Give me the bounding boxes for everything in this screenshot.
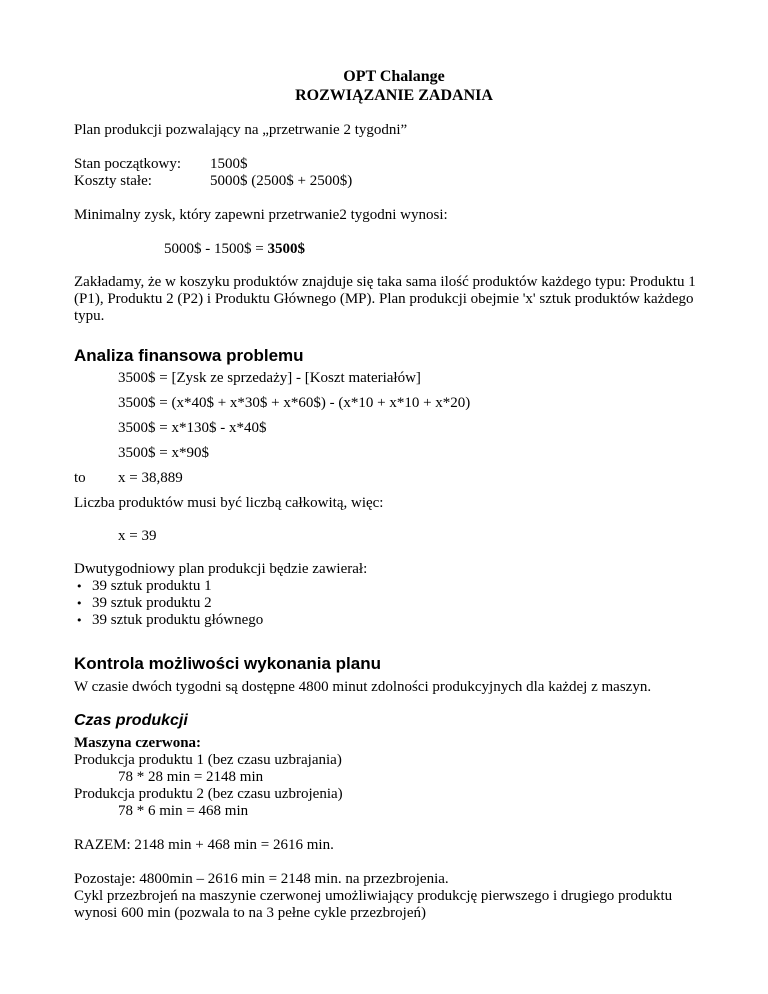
state-value: 5000$ (2500$ + 2500$) [210, 173, 353, 189]
state-value: 1500$ [210, 156, 248, 172]
bullet-icon: • [76, 580, 83, 593]
p2-label: Produkcja produktu 2 (bez czasu uzbrojenia) [74, 786, 343, 802]
section-heading-feasibility: Kontrola możliwości wykonania planu [74, 654, 381, 673]
plan-intro: Dwutygodniowy plan produkcji będzie zawierał: [74, 561, 368, 577]
plan-item-text: 39 sztuk produktu 2 [92, 595, 212, 611]
state-table [74, 156, 714, 190]
integer-note: Liczba produktów musi być liczbą całkowitą, więc: [74, 495, 384, 511]
plan-list-item [74, 612, 714, 629]
plan-list [74, 578, 714, 629]
p1-label: Produkcja produktu 1 (bez czasu uzbrajania) [74, 752, 342, 768]
min-profit-result: 3500$ [267, 241, 305, 257]
plan-item-text: 39 sztuk produktu 1 [92, 578, 212, 594]
subsection-heading-time: Czas produkcji [74, 712, 188, 729]
state-row [74, 173, 714, 190]
equation-line: 3500$ = x*90$ [118, 445, 209, 461]
total-text: RAZEM: 2148 min + 468 min = 2616 min. [74, 837, 334, 853]
min-profit-eq-prefix: 5000$ - 1500$ = [164, 241, 268, 257]
intro-text: Plan produkcji pozwalający na „przetrwanie 2 tygodni” [74, 122, 408, 138]
equation-line: 3500$ = (x*40$ + x*30$ + x*60$) - (x*10 + x*10 + x*20) [118, 395, 471, 411]
capacity-text: W czasie dwóch tygodni są dostępne 4800 minut zdolności produkcyjnych dla każdej z maszyn. [74, 679, 652, 695]
document-subtitle: ROZWIĄZANIE ZADANIA [295, 87, 493, 104]
equation-line: 3500$ = [Zysk ze sprzedaży] - [Koszt materiałów] [118, 370, 421, 386]
machine-label: Maszyna czerwona: [74, 735, 202, 751]
remaining-text: Pozostaje: 4800min – 2616 min = 2148 min. na przezbrojenia. [74, 871, 449, 887]
state-row [74, 156, 714, 173]
state-label: Koszty stałe: [74, 173, 152, 189]
min-profit-text: Minimalny zysk, który zapewni przetrwanie2 tygodni wynosi: [74, 207, 448, 223]
x-value: x = 39 [118, 528, 157, 544]
plan-list-item [74, 578, 714, 595]
p1-equation: 78 * 28 min = 2148 min [118, 769, 264, 785]
bullet-icon: • [76, 597, 83, 610]
plan-list-item [74, 595, 714, 612]
section-heading-finance: Analiza finansowa problemu [74, 346, 304, 365]
assumption-text: Zakładamy, że w koszyku produktów znajduje się taka sama ilość produktów każdego typu: Produktu 1 (P1), Produktu 2 (P2) i Produktu Głównego (MP). Plan produkcji obejmie 'x' sztuk produktów każdego typu. [74, 274, 696, 324]
to-equation: x = 38,889 [118, 470, 183, 486]
min-profit-equation [74, 241, 714, 258]
to-equation-row [74, 470, 714, 487]
equation-line: 3500$ = x*130$ - x*40$ [118, 420, 267, 436]
document-title: OPT Chalange [343, 68, 445, 85]
plan-item-text: 39 sztuk produktu głównego [92, 612, 264, 628]
document-page [74, 67, 714, 922]
state-label: Stan początkowy: [74, 156, 182, 172]
bullet-icon: • [76, 614, 83, 627]
cycle-text: Cykl przezbrojeń na maszynie czerwonej umożliwiający produkcję pierwszego i drugiego produktu wynosi 600 min (pozwala to na 3 pełne cykle przezbrojeń) [74, 888, 673, 921]
p2-equation: 78 * 6 min = 468 min [118, 803, 249, 819]
equation-list [74, 370, 714, 462]
to-word: to [74, 470, 86, 486]
